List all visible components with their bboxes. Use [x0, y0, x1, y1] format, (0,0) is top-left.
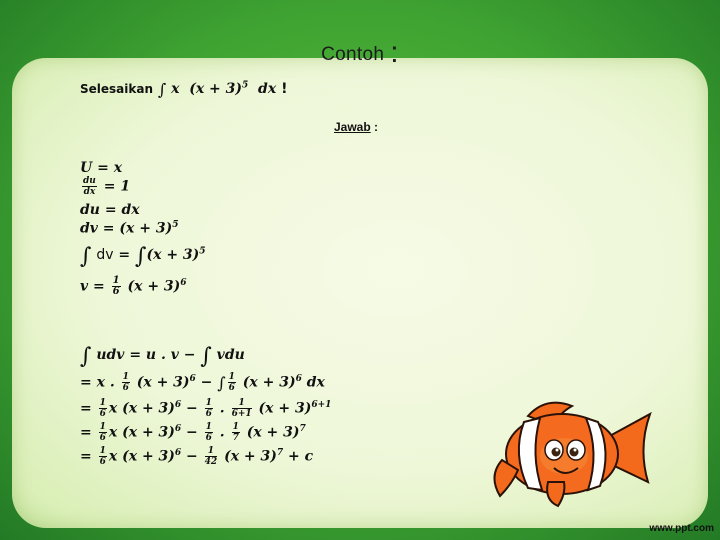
- title-text: Contoh: [321, 44, 385, 65]
- answer-heading: [334, 120, 378, 134]
- step-parts-1: = x . $\frac{1}{6}$ $(x + 3)^6$ − ∫ $\frac{1}{6}$ $(x + 3)^6$ dx: [80, 372, 325, 393]
- answer-colon: :: [374, 120, 379, 134]
- answer-label: Jawab: [334, 120, 371, 134]
- clownfish-icon: [488, 396, 656, 508]
- watermark: www.ppt.com: [649, 523, 714, 534]
- question-text: Selesaikan: [80, 82, 154, 96]
- step-parts-3: = $\frac{1}{6}$ x $(x + 3)^6$ − $\frac{1}{6}$ . $\frac{1}{7}$ $(x + 3)^7$: [80, 422, 306, 443]
- step-parts-2: = $\frac{1}{6}$ x $(x + 3)^6$ − $\frac{1}{6}$ . $\frac{1}{6+1}$ $(x + 3)^{6+1}$: [80, 398, 332, 419]
- slide-title: [0, 36, 720, 70]
- step-int-dv: ∫ dv = $\int(x + 3)^5$: [80, 244, 206, 269]
- step-du-dx: $\frac{du}{dx}$ = 1: [83, 176, 131, 197]
- step-parts-result: = $\frac{1}{6}$ x $(x + 3)^6$ − $\frac{1}{42}$ $(x + 3)^7 + c$: [80, 446, 314, 467]
- step-du: du = dx: [80, 202, 140, 218]
- step-dv: dv = $(x + 3)^5$: [80, 220, 179, 237]
- question-end: !: [281, 81, 288, 97]
- title-colon: :: [390, 36, 399, 69]
- step-parts-formula: ∫ udv = u . v − ∫ vdu: [80, 344, 245, 369]
- step-v: v = $\frac{1}{6}$ $(x + 3)^6$: [80, 275, 187, 297]
- step-u: U = x: [80, 160, 123, 176]
- question-line: Selesaikan ∫ x $(x + 3)^5$ dx !: [80, 80, 288, 99]
